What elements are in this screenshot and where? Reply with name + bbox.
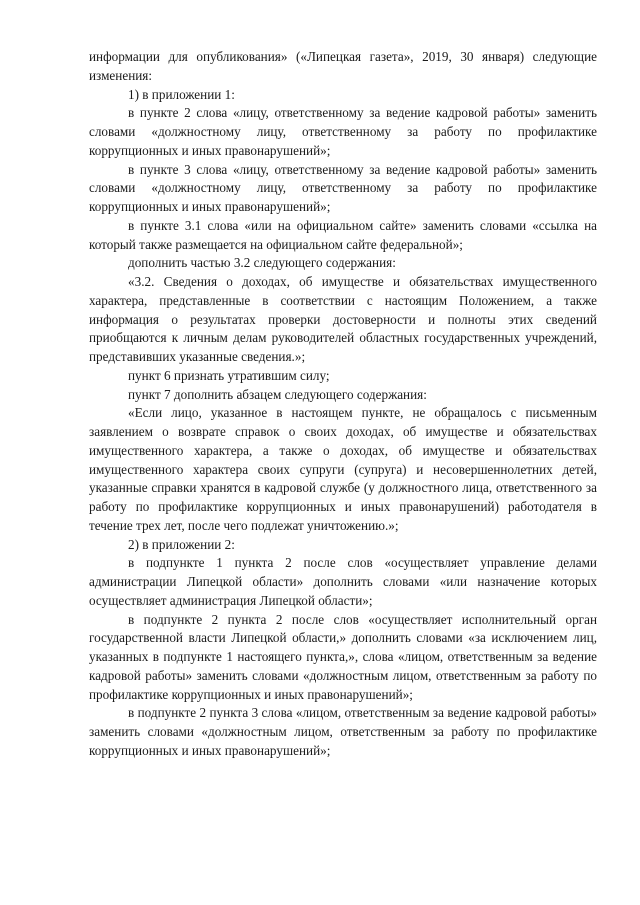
paragraph-point-7-addition: пункт 7 дополнить абзацем следующего содержания: (128, 386, 427, 402)
document-body (89, 48, 597, 761)
paragraph-amendment-point-3-1: в пункте 3.1 слова «или на официальном сайте» заменить словами «ссылка на который также размещается на официальном сайте федеральной»; (89, 217, 597, 252)
paragraph-add-part-3-2: дополнить частью 3.2 следующего содержания: (128, 255, 396, 271)
paragraph-item-1-heading: 1) в приложении 1: (128, 86, 235, 102)
paragraph-point-6-void: пункт 6 признать утратившим силу; (128, 367, 330, 383)
paragraph-continuation: информации для опубликования» («Липецкая газета», 2019, 30 января) следующие изменения: (89, 49, 597, 83)
paragraph-subpoint-2-point-3: в подпункте 2 пункта 3 слова «лицом, ответственным за ведение кадровой работы» заменить словами «должностным лицом, ответственным за работу по профилактике коррупционных и иных правонарушений»; (89, 705, 597, 758)
paragraph-amendment-point-2: в пункте 2 слова «лицу, ответственному за ведение кадровой работы» заменить словами «должностному лицу, ответственному за работу по профилактике коррупционных и иных правонарушений»; (89, 105, 597, 158)
paragraph-part-3-2-text: «3.2. Сведения о доходах, об имуществе и обязательствах имущественного характера, представленные в соответствии с настоящим Положением, а также информация о результатах проверки достоверности и полноты этих сведений приобщаются к личным делам руководителей областных государственных учреждений, представивших указанные сведения.»; (89, 274, 597, 364)
paragraph-subpoint-1-point-2: в подпункте 1 пункта 2 после слов «осуществляет управление делами администрации Липецкой области» дополнить словами «или назначение которых осуществляет администрация Липецкой области»; (89, 555, 597, 608)
paragraph-point-7-text: «Если лицо, указанное в настоящем пункте, не обращалось с письменным заявлением о возврате справок о своих доходах, об имуществе и обязательствах имущественного характера, а также о доходах, об имуществе и обязательствах имущественного характера своих супруги (супруга) и несовершеннолетних детей, указанные справки хранятся в кадровой службе (у должностного лица, ответственного за работу по профилактике коррупционных и иных правонарушений) работодателя в течение трех лет, после чего подлежат уничтожению.»; (89, 405, 597, 533)
paragraph-item-2-heading: 2) в приложении 2: (128, 536, 235, 552)
paragraph-subpoint-2-point-2: в подпункте 2 пункта 2 после слов «осуществляет исполнительный орган государственной власти Липецкой области,» дополнить словами «за исключением лиц, указанных в подпункте 1 настоящего пункта,», слова «лицом, ответственным за ведение кадровой работы» заменить словами «должностным лицом, ответственным за работу по профилактике коррупционных и иных правонарушений»; (89, 611, 597, 702)
paragraph-amendment-point-3: в пункте 3 слова «лицу, ответственному за ведение кадровой работы» заменить словами «должностному лицу, ответственному за работу по профилактике коррупционных и иных правонарушений»; (89, 161, 597, 214)
